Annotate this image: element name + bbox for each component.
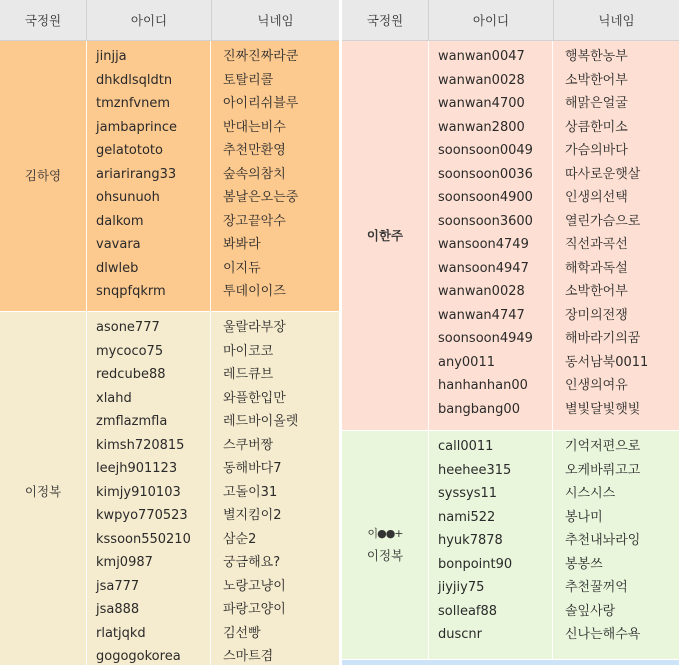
group-lee-hanju	[342, 41, 679, 431]
nickname-list	[552, 431, 679, 659]
user-id: dlwleb	[96, 260, 139, 276]
user-id: jinjja	[96, 49, 127, 64]
user-nickname: 추천만환영	[223, 143, 286, 158]
user-nickname: 오케바뤼고고	[565, 462, 641, 478]
user-id: wanwan0028	[438, 72, 525, 88]
user-nickname: 동해바다7	[223, 461, 282, 476]
user-nickname: 마이코코	[223, 343, 274, 359]
user-nickname: 파랑고양이	[223, 602, 286, 617]
user-id: wanwan2800	[438, 119, 525, 135]
user-id: wanwan0047	[438, 49, 525, 64]
nickname-list	[210, 41, 339, 311]
user-nickname: 장고끝악수	[223, 213, 286, 229]
user-id: dalkom	[96, 213, 144, 229]
user-id: gogogokorea	[96, 649, 181, 664]
user-nickname: 소박한어부	[565, 284, 628, 299]
user-id: kimsh720815	[96, 437, 185, 453]
user-id: rlatjqkd	[96, 625, 146, 641]
right-header-row	[342, 0, 679, 41]
id-list	[86, 41, 210, 311]
header-id: 아이디	[428, 0, 553, 40]
user-nickname: 해학과독설	[565, 260, 628, 276]
user-nickname: 궁금해요?	[223, 555, 281, 570]
user-id: ohsunuoh	[96, 190, 160, 205]
user-id: soonsoon3600	[438, 213, 533, 229]
header-nickname: 닉네임	[553, 0, 679, 40]
agent-name: 이정복	[24, 484, 62, 499]
user-id: solleaf88	[438, 603, 498, 619]
header-id: 아이디	[86, 0, 211, 40]
user-nickname: 인생의여유	[565, 378, 628, 393]
group-lee-jeongbok	[0, 312, 339, 665]
user-id: soonsoon0049	[438, 143, 533, 158]
user-id: nami522	[438, 509, 496, 525]
user-nickname: 해맑은얼굴	[565, 96, 628, 111]
user-id: heehee315	[438, 462, 512, 478]
user-id: bangbang00	[438, 401, 520, 417]
user-nickname: 고돌이31	[223, 484, 278, 500]
user-nickname: 직선과곡선	[565, 237, 628, 252]
right-table	[342, 0, 679, 665]
user-id: zmflazmfla	[96, 414, 168, 429]
left-table	[0, 0, 339, 665]
user-id: xlahd	[96, 390, 132, 406]
user-id: kimjy910103	[96, 484, 181, 500]
user-nickname: 삼순2	[223, 531, 257, 547]
agent-name	[342, 431, 428, 659]
user-nickname: 봉봉쓰	[565, 556, 603, 572]
user-nickname: 솔잎사랑	[565, 603, 616, 619]
user-id: hyuk7878	[438, 533, 503, 548]
user-id: jiyjiy75	[438, 580, 485, 595]
user-nickname: 아이리쉬블루	[223, 96, 299, 111]
user-nickname: 반대는비수	[223, 119, 286, 135]
user-nickname: 봄날은오는중	[223, 190, 299, 205]
user-id: redcube88	[96, 367, 166, 382]
user-nickname: 시스시스	[565, 486, 616, 501]
user-id: leejh901123	[96, 461, 178, 476]
header-nickname: 닉네임	[211, 0, 339, 40]
user-id: soonsoon0036	[438, 166, 533, 182]
group-lee-unknown-jeongbok	[342, 431, 679, 660]
user-id: soonsoon4949	[438, 331, 533, 346]
user-id: syssys11	[438, 486, 498, 501]
id-list	[428, 431, 552, 659]
user-nickname: 별지킴이2	[223, 508, 282, 523]
user-nickname: 추천꿀꺼억	[565, 580, 628, 595]
user-nickname: 울랄라부장	[223, 320, 286, 335]
user-nickname: 봐봐라	[223, 237, 261, 252]
agent-name: 김하영	[24, 168, 62, 183]
user-nickname: 투데이이즈	[223, 284, 286, 299]
user-nickname: 스쿠버짱	[223, 437, 274, 453]
user-id: dhkdlsqldtn	[96, 72, 173, 88]
user-id: mycoco75	[96, 343, 164, 359]
nickname-list	[210, 312, 339, 665]
user-id: bonpoint90	[438, 556, 513, 572]
nickname-list	[552, 41, 679, 430]
group-kim-hayoung	[0, 41, 339, 312]
user-id: kwpyo770523	[96, 508, 188, 523]
user-nickname: 노랑고냥이	[223, 578, 286, 594]
user-id: any0011	[438, 354, 495, 370]
user-nickname: 해바라기의꿈	[565, 331, 641, 346]
user-nickname: 열린가슴으로	[565, 213, 641, 229]
user-id: jsa888	[96, 602, 140, 617]
user-id: hanhanhan00	[438, 378, 528, 393]
user-nickname: 상큼한미소	[565, 119, 628, 135]
user-id: gelatototo	[96, 143, 163, 158]
user-nickname: 레드바이올렛	[223, 414, 299, 429]
user-nickname: 신나는해수욕	[565, 627, 641, 642]
id-list	[428, 41, 552, 430]
user-nickname: 봉나미	[565, 509, 603, 525]
user-nickname: 추천내놔라잉	[565, 533, 641, 548]
id-list	[86, 312, 210, 665]
agent-name: 이한주	[366, 227, 404, 243]
next-group-band	[342, 660, 679, 665]
user-nickname: 가슴의바다	[565, 143, 628, 158]
user-id: kmj0987	[96, 555, 153, 570]
user-nickname: 별빛달빛햇빛	[565, 401, 641, 417]
user-nickname: 따사로운햇살	[565, 166, 641, 182]
user-nickname: 숲속의참치	[223, 166, 286, 182]
user-nickname: 소박한어부	[565, 72, 628, 88]
user-id: jsa777	[96, 578, 140, 594]
user-nickname: 장미의전쟁	[565, 307, 628, 323]
user-id: wanwan4747	[438, 307, 525, 323]
agent-name-line2: 이정복	[366, 548, 404, 563]
user-id: wanwan4700	[438, 96, 525, 111]
user-id: duscnr	[438, 627, 482, 642]
user-id: tmznfvnem	[96, 96, 170, 111]
user-nickname: 진짜진짜라쿤	[223, 49, 299, 64]
user-nickname: 레드큐브	[223, 367, 274, 382]
agent-name-line1: 이●●+	[367, 527, 403, 540]
user-nickname: 토탈리콜	[223, 72, 274, 88]
header-agency: 국정원	[24, 13, 62, 28]
user-id: wansoon4947	[438, 260, 529, 276]
user-id: call0011	[438, 439, 494, 454]
user-nickname: 와플한입만	[223, 390, 286, 406]
user-nickname: 김선빵	[223, 625, 261, 641]
user-nickname: 행복한농부	[565, 49, 628, 64]
user-nickname: 스마트겸	[223, 649, 274, 664]
user-nickname: 기억저편으로	[565, 439, 641, 454]
user-id: snqpfqkrm	[96, 284, 166, 299]
user-id: kssoon550210	[96, 531, 191, 547]
user-nickname: 인생의선택	[565, 190, 628, 205]
user-id: jambaprince	[96, 119, 178, 135]
user-id: vavara	[96, 237, 141, 252]
user-nickname: 동서남북0011	[565, 354, 649, 370]
header-agency: 국정원	[366, 13, 404, 28]
user-id: wanwan0028	[438, 284, 525, 299]
user-id: asone777	[96, 320, 160, 335]
user-id: ariarirang33	[96, 166, 177, 182]
left-header-row	[0, 0, 339, 41]
user-nickname: 이지듀	[223, 260, 261, 276]
user-id: soonsoon4900	[438, 190, 533, 205]
user-id: wansoon4749	[438, 237, 529, 252]
